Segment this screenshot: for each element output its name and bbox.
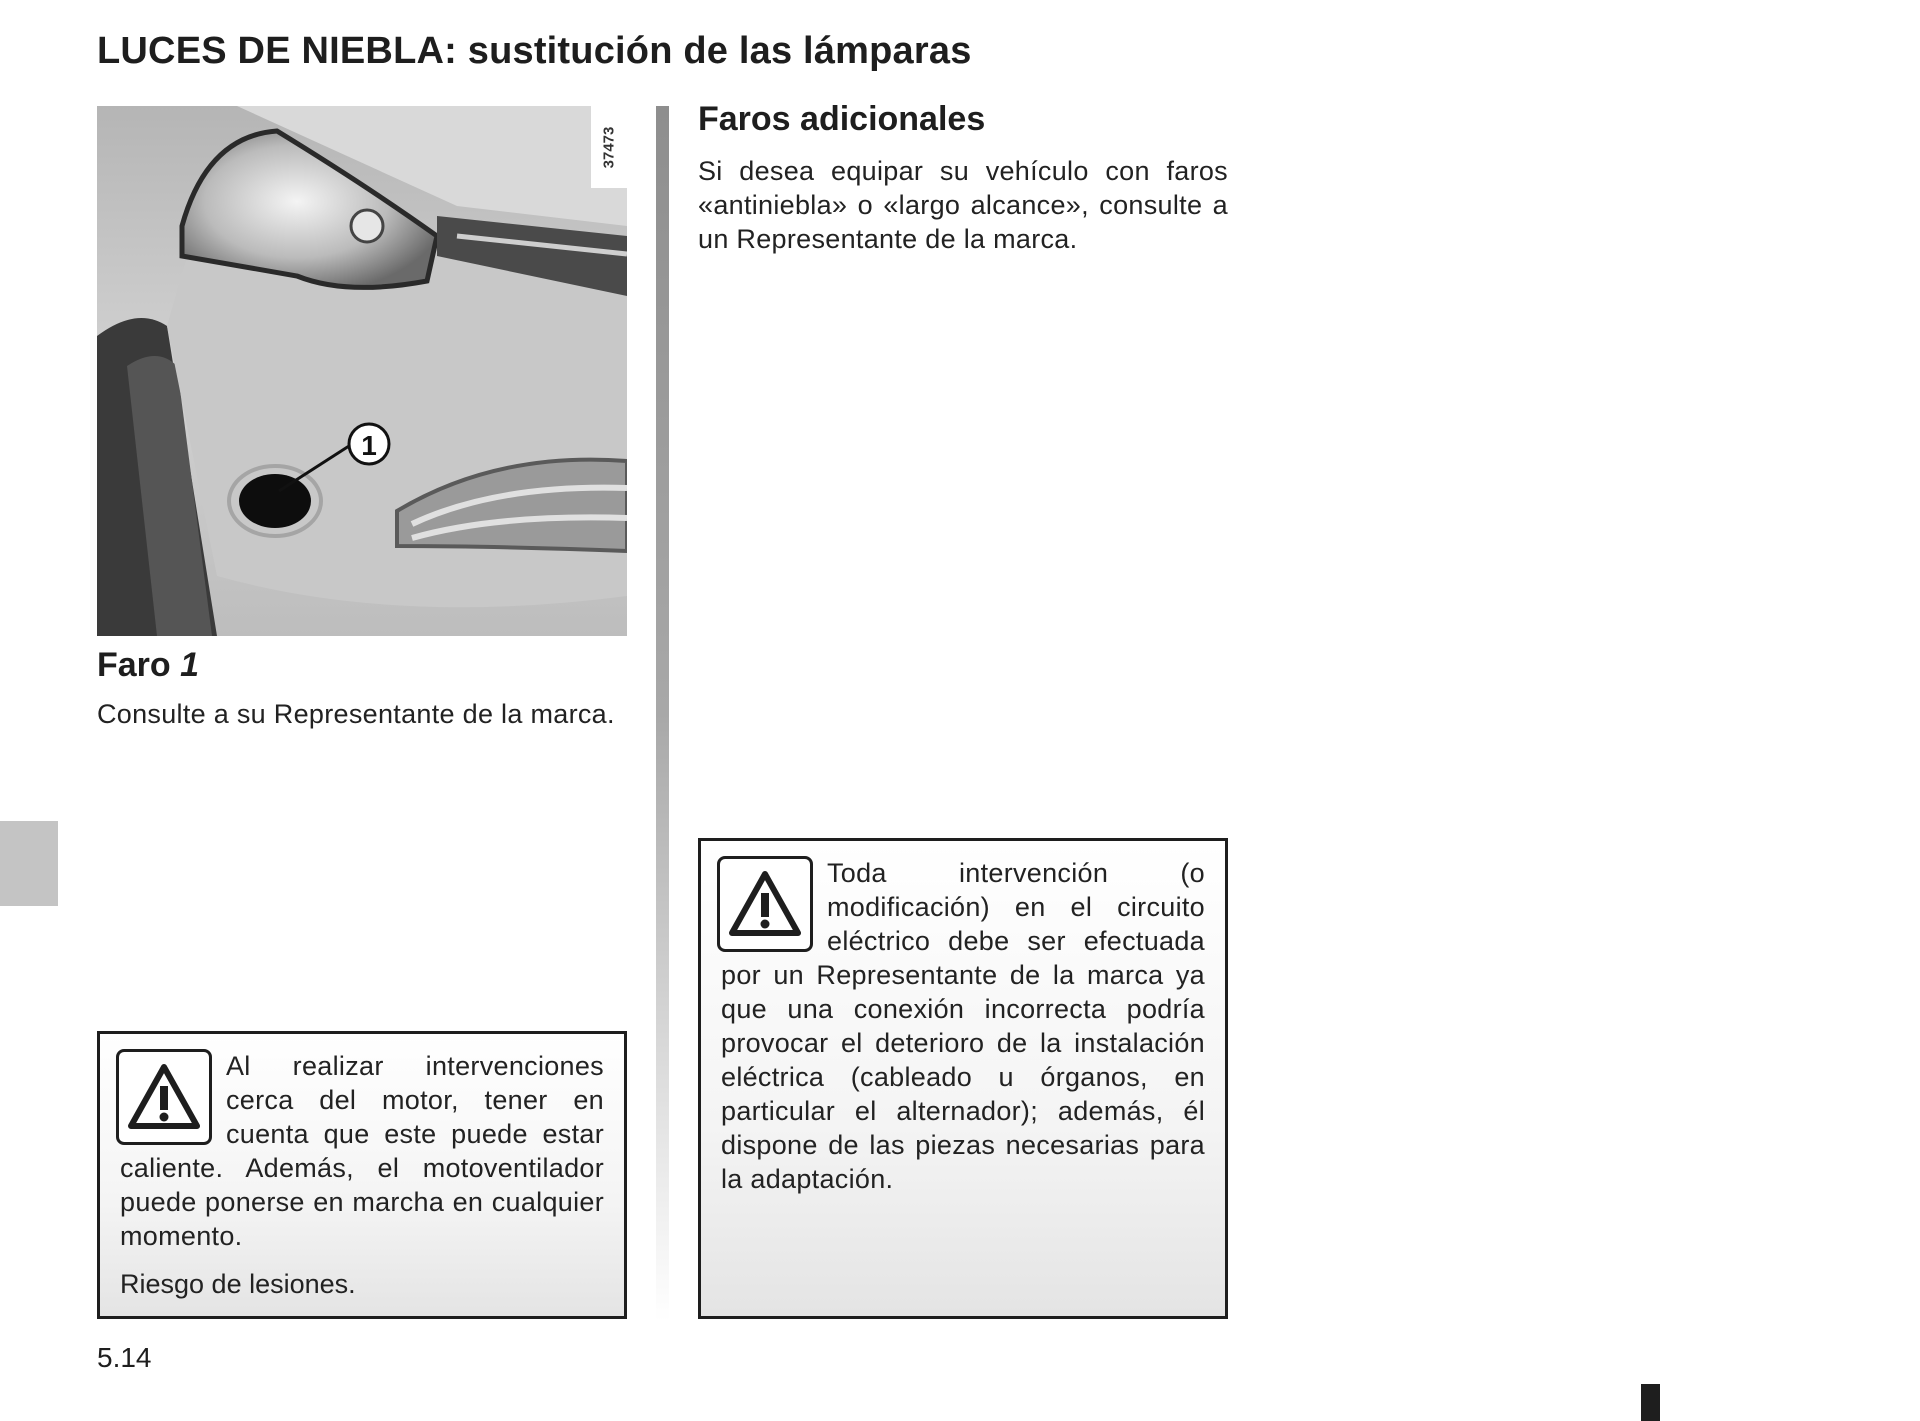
faro-heading	[97, 646, 199, 685]
faro-text: Consulte a su Representante de la marca.	[97, 699, 615, 729]
page-number: 5.14	[97, 1342, 152, 1373]
warning-triangle-graphic	[728, 869, 802, 939]
section-end-marker	[1641, 1384, 1660, 1421]
photo-code-text: 37473	[600, 126, 618, 168]
electrical-warning-text: Toda intervención (o modificación) en el circuito eléctrico debe ser efectuada por un Representante de la marca ya que una conexión incorrecta podría provocar el deterioro de la instalación eléctrica (cableado u órganos, en particular el alternador); además, él dispone de las piezas necesarias para la adaptación.	[721, 858, 1205, 1194]
headlight-bulb-shape	[351, 210, 383, 242]
engine-warning-box	[97, 1031, 627, 1319]
page-title: LUCES DE NIEBLA: sustitución de las lámparas	[97, 30, 972, 72]
engine-warning-risk: Riesgo de lesiones.	[120, 1269, 356, 1299]
faro-heading-prefix: Faro	[97, 646, 181, 684]
faros-adicionales-text: Si desea equipar su vehículo con faros «antiniebla» o «largo alcance», consulte a un Representante de la marca.	[698, 156, 1228, 254]
column-divider	[656, 106, 669, 1321]
warning-triangle-icon	[116, 1049, 212, 1145]
fog-lamp-photo	[97, 106, 627, 636]
electrical-warning-box	[698, 838, 1228, 1319]
callout-label: 1	[361, 430, 377, 461]
warning-triangle-icon	[717, 856, 813, 952]
photo-code-label	[591, 106, 627, 188]
engine-warning-text: Al realizar intervenciones cerca del motor, tener en cuenta que este puede estar caliente. Además, el motoventilador puede ponerse en marcha en cualquier momento.	[120, 1051, 604, 1251]
warning-triangle-graphic	[127, 1062, 201, 1132]
fog-lamp-shape	[239, 474, 311, 528]
faro-heading-number: 1	[180, 646, 200, 684]
chapter-tab-marker	[0, 821, 58, 906]
faros-adicionales-heading: Faros adicionales	[698, 100, 986, 138]
car-front-illustration	[97, 106, 627, 636]
